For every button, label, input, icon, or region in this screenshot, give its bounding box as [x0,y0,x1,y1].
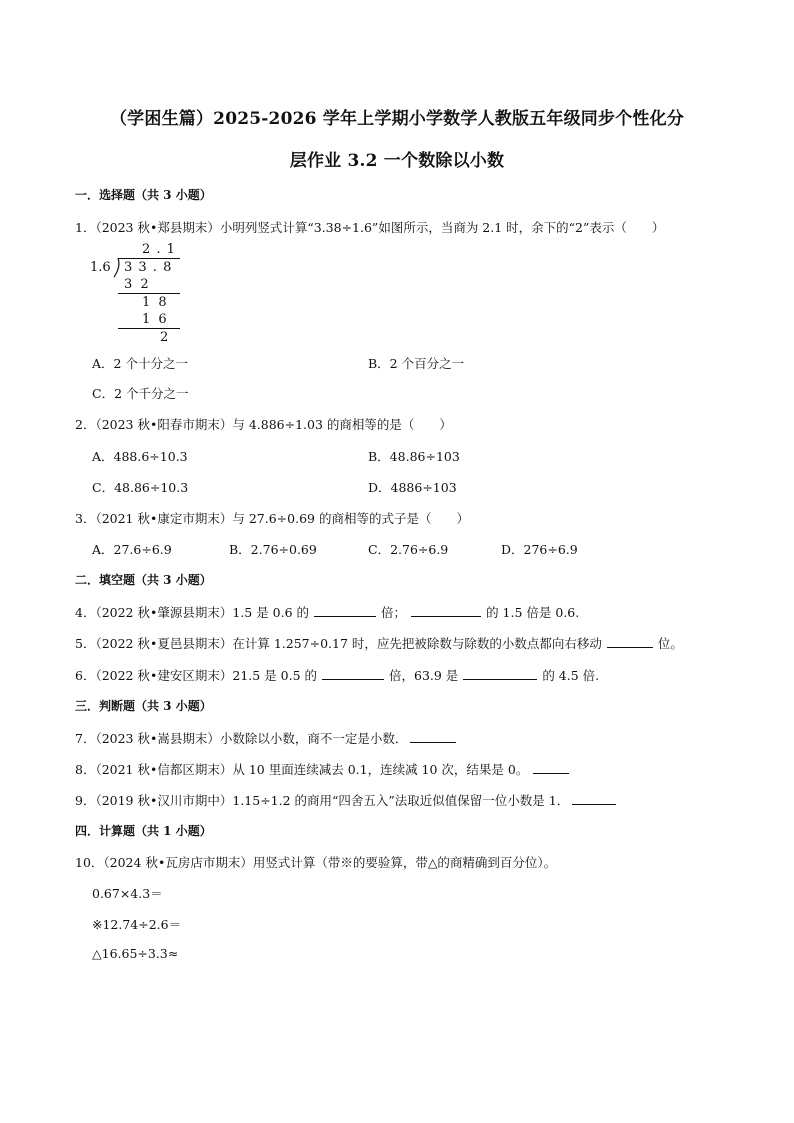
question-2-option-d: D．4886÷103 [368,480,457,495]
question-6-part-1: 6．（2022 秋•建安区期末）21.5 是 0.5 的 [75,668,317,683]
question-7 [75,729,461,747]
section-judge-heading: 三．判断题（共 3 小题） [75,699,212,713]
question-10-expr-1: 0.67×4.3＝ [92,886,163,901]
question-3-option-c: C．2.76÷6.9 [368,542,449,557]
question-1-option-b: B．2 个百分之一 [368,356,465,371]
question-10-expr-3: △16.65÷3.3≈ [92,946,179,961]
question-6 [75,666,599,684]
question-6-part-2: 倍，63.9 是 [389,668,459,683]
division-line-2 [118,328,180,329]
division-subtract-2: 1 6 [142,312,169,327]
question-2-stem: 2．（2023 秋•阳春市期末）与 4.886÷1.03 的商相等的是（ ） [75,417,452,432]
question-4 [75,603,579,621]
question-2-option-a: A．488.6÷10.3 [92,449,188,464]
question-3-stem: 3．（2021 秋•康定市期末）与 27.6÷0.69 的商相等的式子是（ ） [75,511,469,526]
question-5 [75,634,683,652]
question-5-blank[interactable] [607,635,653,648]
division-bracket-top [118,258,180,259]
question-4-part-2: 倍； [381,605,407,620]
question-5-part-1: 5．（2022 秋•夏邑县期末）在计算 1.257÷0.17 时，应先把被除数与除数的小数点都向右移动 [75,636,602,651]
title-line-1: （学困生篇）2025-2026 学年上学期小学数学人教版五年级同步个性化分 [109,109,684,129]
division-line-1 [118,293,180,294]
question-3-option-d: D．276÷6.9 [501,542,578,557]
question-1-option-a: A．2 个十分之一 [92,356,188,371]
question-4-part-3: 的 1.5 倍是 0.6. [486,605,580,620]
question-8-blank[interactable] [533,761,569,774]
question-1-option-c: C．2 个千分之一 [92,386,189,401]
question-5-part-2: 位。 [657,636,683,651]
section-fill-heading: 二．填空题（共 3 小题） [75,573,212,587]
title-line-2: 层作业 3.2 一个数除以小数 [289,151,505,171]
long-division-figure [90,240,200,345]
question-9-blank[interactable] [572,792,616,805]
division-remainder-1: 1 8 [142,295,169,310]
question-4-blank-1[interactable] [314,604,376,617]
question-8 [75,760,574,778]
question-8-text: 8．（2021 秋•信都区期末）从 10 里面连续减去 0.1，连续减 10 次，结果是 0。 [75,762,529,777]
question-7-text: 7．（2023 秋•嵩县期末）小数除以小数，商不一定是小数． [75,731,408,746]
question-3-option-a: A．27.6÷6.9 [92,542,172,557]
section-calc-heading: 四．计算题（共 1 小题） [75,824,212,838]
division-divisor: 1.6 [90,260,111,275]
division-subtract-1: 3 2 [124,277,151,292]
division-quotient: 2 . 1 [142,242,176,257]
question-4-blank-2[interactable] [411,604,481,617]
question-7-blank[interactable] [410,730,456,743]
question-9-text: 9．（2019 秋•汉川市期中）1.15÷1.2 的商用“四舍五入”法取近似值保留一位小数是 1． [75,793,570,808]
question-6-blank-2[interactable] [463,667,537,680]
question-3-option-b: B．2.76÷0.69 [229,542,317,557]
division-dividend: 3 3 . 8 [124,260,173,275]
section-choice-heading: 一．选择题（共 3 小题） [75,188,212,202]
question-10-stem: 10．（2024 秋•瓦房店市期末）用竖式计算（带※的要验算，带△的商精确到百分位）。 [75,855,557,870]
question-2-option-c: C．48.86÷10.3 [92,480,189,495]
question-4-part-1: 4．（2022 秋•肇源县期末）1.5 是 0.6 的 [75,605,310,620]
question-9 [75,791,621,809]
division-bracket-curve [112,256,122,278]
question-1-stem: 1．（2023 秋•郑县期末）小明列竖式计算“3.38÷1.6”如图所示，当商为 2.1 时，余下的“2”表示（ ） [75,220,665,235]
question-10-expr-2: ※12.74÷2.6＝ [92,917,182,932]
question-6-part-3: 的 4.5 倍. [542,668,600,683]
question-6-blank-1[interactable] [322,667,384,680]
question-2-option-b: B．48.86÷103 [368,449,460,464]
division-remainder-final: 2 [160,330,169,345]
